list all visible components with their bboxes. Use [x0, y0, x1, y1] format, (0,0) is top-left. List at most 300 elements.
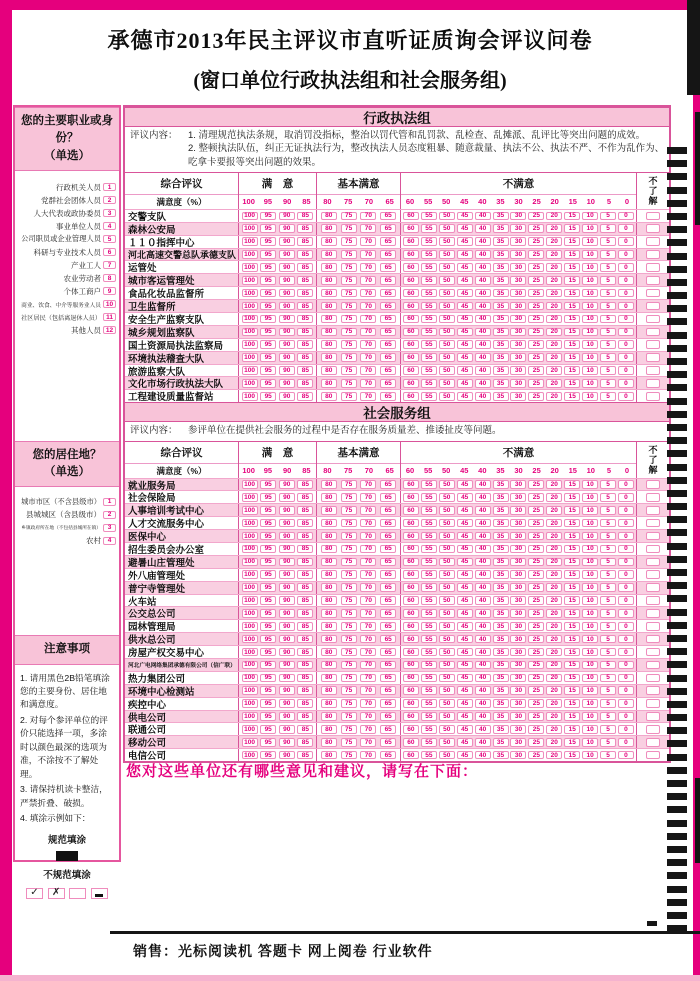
score-bubble-70[interactable]: 70 — [360, 674, 376, 683]
score-bubble-70[interactable]: 70 — [360, 622, 376, 631]
score-bubble-80[interactable]: 80 — [321, 648, 337, 657]
occupation-option-bubble-3[interactable]: 3 — [103, 209, 116, 217]
score-bubble-75[interactable]: 75 — [341, 263, 357, 272]
score-bubble-65[interactable]: 65 — [380, 622, 396, 631]
score-bubble-85[interactable]: 85 — [297, 570, 313, 579]
score-bubble-5[interactable]: 5 — [600, 392, 616, 401]
score-bubble-15[interactable]: 15 — [564, 328, 580, 337]
score-bubble-35[interactable]: 35 — [493, 353, 509, 362]
score-bubble-90[interactable]: 90 — [279, 302, 295, 311]
score-bubble-5[interactable]: 5 — [600, 224, 616, 233]
score-bubble-30[interactable]: 30 — [510, 635, 526, 644]
score-bubble-100[interactable]: 100 — [242, 686, 258, 695]
score-bubble-60[interactable]: 60 — [403, 622, 419, 631]
score-bubble-40[interactable]: 40 — [475, 276, 491, 285]
score-bubble-20[interactable]: 20 — [546, 328, 562, 337]
score-bubble-85[interactable]: 85 — [297, 506, 313, 515]
score-bubble-45[interactable]: 45 — [457, 661, 473, 670]
score-bubble-85[interactable]: 85 — [297, 212, 313, 221]
score-bubble-60[interactable]: 60 — [403, 725, 419, 734]
score-bubble-100[interactable]: 100 — [242, 315, 258, 324]
score-bubble-70[interactable]: 70 — [360, 738, 376, 747]
score-bubble-50[interactable]: 50 — [439, 315, 455, 324]
score-bubble-45[interactable]: 45 — [457, 532, 473, 541]
score-bubble-15[interactable]: 15 — [564, 379, 580, 388]
score-bubble-85[interactable]: 85 — [297, 635, 313, 644]
score-bubble-30[interactable]: 30 — [510, 519, 526, 528]
score-bubble-25[interactable]: 25 — [528, 237, 544, 246]
score-bubble-95[interactable]: 95 — [260, 392, 276, 401]
score-bubble-95[interactable]: 95 — [260, 250, 276, 259]
score-bubble-55[interactable]: 55 — [421, 379, 437, 388]
score-bubble-100[interactable]: 100 — [242, 609, 258, 618]
score-bubble-55[interactable]: 55 — [421, 648, 437, 657]
score-bubble-55[interactable]: 55 — [421, 570, 437, 579]
score-bubble-50[interactable]: 50 — [439, 519, 455, 528]
score-bubble-80[interactable]: 80 — [321, 725, 337, 734]
score-bubble-40[interactable]: 40 — [475, 622, 491, 631]
score-bubble-5[interactable]: 5 — [600, 493, 616, 502]
score-bubble-90[interactable]: 90 — [279, 379, 295, 388]
score-bubble-15[interactable]: 15 — [564, 532, 580, 541]
score-bubble-30[interactable]: 30 — [510, 392, 526, 401]
unknown-bubble[interactable] — [646, 366, 660, 375]
score-bubble-80[interactable]: 80 — [321, 250, 337, 259]
score-bubble-95[interactable]: 95 — [260, 302, 276, 311]
score-bubble-25[interactable]: 25 — [528, 609, 544, 618]
score-bubble-85[interactable]: 85 — [297, 392, 313, 401]
score-bubble-70[interactable]: 70 — [360, 340, 376, 349]
score-bubble-95[interactable]: 95 — [260, 276, 276, 285]
score-bubble-100[interactable]: 100 — [242, 212, 258, 221]
score-bubble-15[interactable]: 15 — [564, 212, 580, 221]
score-bubble-30[interactable]: 30 — [510, 674, 526, 683]
score-bubble-20[interactable]: 20 — [546, 622, 562, 631]
score-bubble-50[interactable]: 50 — [439, 289, 455, 298]
score-bubble-40[interactable]: 40 — [475, 699, 491, 708]
score-bubble-60[interactable]: 60 — [403, 661, 419, 670]
score-bubble-75[interactable]: 75 — [341, 699, 357, 708]
score-bubble-20[interactable]: 20 — [546, 506, 562, 515]
score-bubble-35[interactable]: 35 — [493, 635, 509, 644]
score-bubble-80[interactable]: 80 — [321, 545, 337, 554]
score-bubble-0[interactable]: 0 — [618, 315, 634, 324]
score-bubble-100[interactable]: 100 — [242, 302, 258, 311]
score-bubble-20[interactable]: 20 — [546, 712, 562, 721]
score-bubble-65[interactable]: 65 — [380, 506, 396, 515]
score-bubble-25[interactable]: 25 — [528, 276, 544, 285]
score-bubble-30[interactable]: 30 — [510, 686, 526, 695]
score-bubble-5[interactable]: 5 — [600, 622, 616, 631]
score-bubble-85[interactable]: 85 — [297, 545, 313, 554]
score-bubble-5[interactable]: 5 — [600, 276, 616, 285]
score-bubble-65[interactable]: 65 — [380, 493, 396, 502]
score-bubble-10[interactable]: 10 — [582, 661, 598, 670]
score-bubble-80[interactable]: 80 — [321, 532, 337, 541]
score-bubble-20[interactable]: 20 — [546, 738, 562, 747]
score-bubble-90[interactable]: 90 — [279, 725, 295, 734]
score-bubble-55[interactable]: 55 — [421, 532, 437, 541]
score-bubble-15[interactable]: 15 — [564, 648, 580, 657]
score-bubble-50[interactable]: 50 — [439, 725, 455, 734]
score-bubble-75[interactable]: 75 — [341, 725, 357, 734]
score-bubble-25[interactable]: 25 — [528, 289, 544, 298]
score-bubble-45[interactable]: 45 — [457, 648, 473, 657]
score-bubble-65[interactable]: 65 — [380, 558, 396, 567]
score-bubble-35[interactable]: 35 — [493, 738, 509, 747]
score-bubble-95[interactable]: 95 — [260, 328, 276, 337]
score-bubble-50[interactable]: 50 — [439, 532, 455, 541]
score-bubble-45[interactable]: 45 — [457, 302, 473, 311]
score-bubble-40[interactable]: 40 — [475, 506, 491, 515]
score-bubble-35[interactable]: 35 — [493, 545, 509, 554]
score-bubble-0[interactable]: 0 — [618, 725, 634, 734]
score-bubble-30[interactable]: 30 — [510, 353, 526, 362]
score-bubble-15[interactable]: 15 — [564, 725, 580, 734]
score-bubble-30[interactable]: 30 — [510, 648, 526, 657]
score-bubble-60[interactable]: 60 — [403, 532, 419, 541]
unknown-bubble[interactable] — [646, 506, 660, 515]
score-bubble-5[interactable]: 5 — [600, 506, 616, 515]
score-bubble-70[interactable]: 70 — [360, 392, 376, 401]
score-bubble-95[interactable]: 95 — [260, 686, 276, 695]
score-bubble-75[interactable]: 75 — [341, 622, 357, 631]
occupation-option-bubble-10[interactable]: 10 — [103, 300, 116, 308]
score-bubble-45[interactable]: 45 — [457, 583, 473, 592]
score-bubble-35[interactable]: 35 — [493, 328, 509, 337]
score-bubble-15[interactable]: 15 — [564, 263, 580, 272]
score-bubble-65[interactable]: 65 — [380, 635, 396, 644]
score-bubble-60[interactable]: 60 — [403, 353, 419, 362]
score-bubble-65[interactable]: 65 — [380, 250, 396, 259]
unknown-bubble[interactable] — [646, 635, 660, 644]
score-bubble-30[interactable]: 30 — [510, 725, 526, 734]
score-bubble-60[interactable]: 60 — [403, 596, 419, 605]
score-bubble-90[interactable]: 90 — [279, 558, 295, 567]
score-bubble-100[interactable]: 100 — [242, 648, 258, 657]
unknown-bubble[interactable] — [646, 224, 660, 233]
score-bubble-5[interactable]: 5 — [600, 212, 616, 221]
score-bubble-5[interactable]: 5 — [600, 583, 616, 592]
score-bubble-75[interactable]: 75 — [341, 661, 357, 670]
score-bubble-80[interactable]: 80 — [321, 302, 337, 311]
score-bubble-80[interactable]: 80 — [321, 212, 337, 221]
score-bubble-45[interactable]: 45 — [457, 340, 473, 349]
score-bubble-80[interactable]: 80 — [321, 366, 337, 375]
score-bubble-60[interactable]: 60 — [403, 686, 419, 695]
score-bubble-20[interactable]: 20 — [546, 315, 562, 324]
score-bubble-70[interactable]: 70 — [360, 212, 376, 221]
score-bubble-35[interactable]: 35 — [493, 212, 509, 221]
score-bubble-65[interactable]: 65 — [380, 596, 396, 605]
score-bubble-85[interactable]: 85 — [297, 661, 313, 670]
score-bubble-15[interactable]: 15 — [564, 570, 580, 579]
occupation-option-bubble-7[interactable]: 7 — [103, 261, 116, 269]
score-bubble-95[interactable]: 95 — [260, 237, 276, 246]
score-bubble-80[interactable]: 80 — [321, 353, 337, 362]
score-bubble-100[interactable]: 100 — [242, 674, 258, 683]
score-bubble-10[interactable]: 10 — [582, 648, 598, 657]
score-bubble-20[interactable]: 20 — [546, 289, 562, 298]
score-bubble-20[interactable]: 20 — [546, 366, 562, 375]
score-bubble-40[interactable]: 40 — [475, 493, 491, 502]
score-bubble-70[interactable]: 70 — [360, 506, 376, 515]
score-bubble-45[interactable]: 45 — [457, 315, 473, 324]
score-bubble-45[interactable]: 45 — [457, 328, 473, 337]
score-bubble-85[interactable]: 85 — [297, 263, 313, 272]
score-bubble-45[interactable]: 45 — [457, 609, 473, 618]
score-bubble-50[interactable]: 50 — [439, 366, 455, 375]
score-bubble-20[interactable]: 20 — [546, 661, 562, 670]
unknown-bubble[interactable] — [646, 738, 660, 747]
score-bubble-40[interactable]: 40 — [475, 583, 491, 592]
score-bubble-75[interactable]: 75 — [341, 392, 357, 401]
score-bubble-65[interactable]: 65 — [380, 751, 396, 760]
score-bubble-15[interactable]: 15 — [564, 493, 580, 502]
score-bubble-100[interactable]: 100 — [242, 596, 258, 605]
score-bubble-30[interactable]: 30 — [510, 276, 526, 285]
score-bubble-85[interactable]: 85 — [297, 609, 313, 618]
score-bubble-40[interactable]: 40 — [475, 558, 491, 567]
score-bubble-75[interactable]: 75 — [341, 276, 357, 285]
score-bubble-90[interactable]: 90 — [279, 392, 295, 401]
unknown-bubble[interactable] — [646, 712, 660, 721]
score-bubble-60[interactable]: 60 — [403, 366, 419, 375]
score-bubble-40[interactable]: 40 — [475, 379, 491, 388]
score-bubble-100[interactable]: 100 — [242, 276, 258, 285]
score-bubble-65[interactable]: 65 — [380, 519, 396, 528]
score-bubble-30[interactable]: 30 — [510, 661, 526, 670]
score-bubble-30[interactable]: 30 — [510, 532, 526, 541]
score-bubble-80[interactable]: 80 — [321, 289, 337, 298]
score-bubble-55[interactable]: 55 — [421, 392, 437, 401]
score-bubble-50[interactable]: 50 — [439, 596, 455, 605]
score-bubble-80[interactable]: 80 — [321, 506, 337, 515]
score-bubble-50[interactable]: 50 — [439, 263, 455, 272]
unknown-bubble[interactable] — [646, 661, 660, 670]
score-bubble-40[interactable]: 40 — [475, 570, 491, 579]
score-bubble-100[interactable]: 100 — [242, 263, 258, 272]
unknown-bubble[interactable] — [646, 328, 660, 337]
score-bubble-60[interactable]: 60 — [403, 276, 419, 285]
score-bubble-5[interactable]: 5 — [600, 596, 616, 605]
score-bubble-60[interactable]: 60 — [403, 328, 419, 337]
score-bubble-90[interactable]: 90 — [279, 532, 295, 541]
score-bubble-75[interactable]: 75 — [341, 315, 357, 324]
score-bubble-40[interactable]: 40 — [475, 751, 491, 760]
score-bubble-10[interactable]: 10 — [582, 545, 598, 554]
score-bubble-20[interactable]: 20 — [546, 699, 562, 708]
score-bubble-60[interactable]: 60 — [403, 315, 419, 324]
score-bubble-50[interactable]: 50 — [439, 674, 455, 683]
score-bubble-40[interactable]: 40 — [475, 212, 491, 221]
score-bubble-75[interactable]: 75 — [341, 289, 357, 298]
score-bubble-10[interactable]: 10 — [582, 237, 598, 246]
score-bubble-20[interactable]: 20 — [546, 224, 562, 233]
score-bubble-85[interactable]: 85 — [297, 379, 313, 388]
score-bubble-80[interactable]: 80 — [321, 596, 337, 605]
score-bubble-90[interactable]: 90 — [279, 712, 295, 721]
score-bubble-40[interactable]: 40 — [475, 289, 491, 298]
score-bubble-25[interactable]: 25 — [528, 315, 544, 324]
occupation-option-bubble-4[interactable]: 4 — [103, 222, 116, 230]
score-bubble-65[interactable]: 65 — [380, 366, 396, 375]
score-bubble-75[interactable]: 75 — [341, 570, 357, 579]
score-bubble-45[interactable]: 45 — [457, 366, 473, 375]
score-bubble-20[interactable]: 20 — [546, 596, 562, 605]
score-bubble-100[interactable]: 100 — [242, 480, 258, 489]
score-bubble-15[interactable]: 15 — [564, 738, 580, 747]
score-bubble-80[interactable]: 80 — [321, 276, 337, 285]
unknown-bubble[interactable] — [646, 609, 660, 618]
score-bubble-30[interactable]: 30 — [510, 570, 526, 579]
score-bubble-20[interactable]: 20 — [546, 532, 562, 541]
score-bubble-35[interactable]: 35 — [493, 751, 509, 760]
score-bubble-60[interactable]: 60 — [403, 751, 419, 760]
unknown-bubble[interactable] — [646, 558, 660, 567]
score-bubble-45[interactable]: 45 — [457, 379, 473, 388]
score-bubble-25[interactable]: 25 — [528, 506, 544, 515]
score-bubble-0[interactable]: 0 — [618, 545, 634, 554]
score-bubble-90[interactable]: 90 — [279, 276, 295, 285]
score-bubble-50[interactable]: 50 — [439, 302, 455, 311]
score-bubble-95[interactable]: 95 — [260, 480, 276, 489]
score-bubble-50[interactable]: 50 — [439, 328, 455, 337]
score-bubble-75[interactable]: 75 — [341, 340, 357, 349]
score-bubble-75[interactable]: 75 — [341, 379, 357, 388]
score-bubble-90[interactable]: 90 — [279, 699, 295, 708]
score-bubble-35[interactable]: 35 — [493, 609, 509, 618]
score-bubble-50[interactable]: 50 — [439, 224, 455, 233]
score-bubble-75[interactable]: 75 — [341, 328, 357, 337]
score-bubble-10[interactable]: 10 — [582, 224, 598, 233]
score-bubble-40[interactable]: 40 — [475, 237, 491, 246]
score-bubble-50[interactable]: 50 — [439, 493, 455, 502]
score-bubble-95[interactable]: 95 — [260, 532, 276, 541]
score-bubble-50[interactable]: 50 — [439, 609, 455, 618]
score-bubble-65[interactable]: 65 — [380, 263, 396, 272]
score-bubble-60[interactable]: 60 — [403, 493, 419, 502]
score-bubble-70[interactable]: 70 — [360, 353, 376, 362]
score-bubble-20[interactable]: 20 — [546, 545, 562, 554]
score-bubble-30[interactable]: 30 — [510, 289, 526, 298]
score-bubble-55[interactable]: 55 — [421, 212, 437, 221]
unknown-bubble[interactable] — [646, 276, 660, 285]
score-bubble-0[interactable]: 0 — [618, 237, 634, 246]
score-bubble-75[interactable]: 75 — [341, 738, 357, 747]
score-bubble-0[interactable]: 0 — [618, 661, 634, 670]
score-bubble-50[interactable]: 50 — [439, 751, 455, 760]
score-bubble-40[interactable]: 40 — [475, 392, 491, 401]
score-bubble-20[interactable]: 20 — [546, 751, 562, 760]
score-bubble-30[interactable]: 30 — [510, 583, 526, 592]
score-bubble-0[interactable]: 0 — [618, 635, 634, 644]
score-bubble-40[interactable]: 40 — [475, 635, 491, 644]
score-bubble-30[interactable]: 30 — [510, 545, 526, 554]
score-bubble-15[interactable]: 15 — [564, 506, 580, 515]
score-bubble-100[interactable]: 100 — [242, 353, 258, 362]
score-bubble-85[interactable]: 85 — [297, 224, 313, 233]
score-bubble-15[interactable]: 15 — [564, 609, 580, 618]
unknown-bubble[interactable] — [646, 596, 660, 605]
score-bubble-20[interactable]: 20 — [546, 340, 562, 349]
score-bubble-5[interactable]: 5 — [600, 635, 616, 644]
score-bubble-55[interactable]: 55 — [421, 315, 437, 324]
score-bubble-30[interactable]: 30 — [510, 480, 526, 489]
score-bubble-90[interactable]: 90 — [279, 583, 295, 592]
score-bubble-45[interactable]: 45 — [457, 725, 473, 734]
score-bubble-70[interactable]: 70 — [360, 366, 376, 375]
score-bubble-65[interactable]: 65 — [380, 302, 396, 311]
score-bubble-100[interactable]: 100 — [242, 712, 258, 721]
score-bubble-25[interactable]: 25 — [528, 328, 544, 337]
score-bubble-5[interactable]: 5 — [600, 686, 616, 695]
score-bubble-20[interactable]: 20 — [546, 635, 562, 644]
score-bubble-10[interactable]: 10 — [582, 250, 598, 259]
score-bubble-45[interactable]: 45 — [457, 237, 473, 246]
score-bubble-30[interactable]: 30 — [510, 609, 526, 618]
score-bubble-75[interactable]: 75 — [341, 237, 357, 246]
score-bubble-90[interactable]: 90 — [279, 212, 295, 221]
score-bubble-95[interactable]: 95 — [260, 699, 276, 708]
score-bubble-70[interactable]: 70 — [360, 237, 376, 246]
score-bubble-50[interactable]: 50 — [439, 506, 455, 515]
unknown-bubble[interactable] — [646, 570, 660, 579]
score-bubble-85[interactable]: 85 — [297, 519, 313, 528]
score-bubble-70[interactable]: 70 — [360, 570, 376, 579]
score-bubble-65[interactable]: 65 — [380, 699, 396, 708]
score-bubble-65[interactable]: 65 — [380, 686, 396, 695]
score-bubble-20[interactable]: 20 — [546, 263, 562, 272]
score-bubble-85[interactable]: 85 — [297, 289, 313, 298]
score-bubble-65[interactable]: 65 — [380, 237, 396, 246]
score-bubble-40[interactable]: 40 — [475, 315, 491, 324]
score-bubble-60[interactable]: 60 — [403, 712, 419, 721]
score-bubble-60[interactable]: 60 — [403, 583, 419, 592]
score-bubble-5[interactable]: 5 — [600, 353, 616, 362]
score-bubble-35[interactable]: 35 — [493, 583, 509, 592]
score-bubble-70[interactable]: 70 — [360, 315, 376, 324]
score-bubble-85[interactable]: 85 — [297, 622, 313, 631]
score-bubble-10[interactable]: 10 — [582, 392, 598, 401]
score-bubble-0[interactable]: 0 — [618, 558, 634, 567]
score-bubble-45[interactable]: 45 — [457, 635, 473, 644]
score-bubble-40[interactable]: 40 — [475, 738, 491, 747]
score-bubble-20[interactable]: 20 — [546, 648, 562, 657]
score-bubble-10[interactable]: 10 — [582, 596, 598, 605]
score-bubble-55[interactable]: 55 — [421, 250, 437, 259]
score-bubble-100[interactable]: 100 — [242, 392, 258, 401]
score-bubble-35[interactable]: 35 — [493, 379, 509, 388]
score-bubble-100[interactable]: 100 — [242, 622, 258, 631]
unknown-bubble[interactable] — [646, 674, 660, 683]
score-bubble-35[interactable]: 35 — [493, 340, 509, 349]
score-bubble-35[interactable]: 35 — [493, 661, 509, 670]
score-bubble-10[interactable]: 10 — [582, 366, 598, 375]
score-bubble-55[interactable]: 55 — [421, 302, 437, 311]
score-bubble-45[interactable]: 45 — [457, 712, 473, 721]
score-bubble-15[interactable]: 15 — [564, 302, 580, 311]
score-bubble-35[interactable]: 35 — [493, 699, 509, 708]
score-bubble-10[interactable]: 10 — [582, 263, 598, 272]
score-bubble-100[interactable]: 100 — [242, 738, 258, 747]
score-bubble-90[interactable]: 90 — [279, 493, 295, 502]
score-bubble-25[interactable]: 25 — [528, 622, 544, 631]
score-bubble-85[interactable]: 85 — [297, 558, 313, 567]
score-bubble-70[interactable]: 70 — [360, 250, 376, 259]
score-bubble-65[interactable]: 65 — [380, 583, 396, 592]
score-bubble-95[interactable]: 95 — [260, 583, 276, 592]
